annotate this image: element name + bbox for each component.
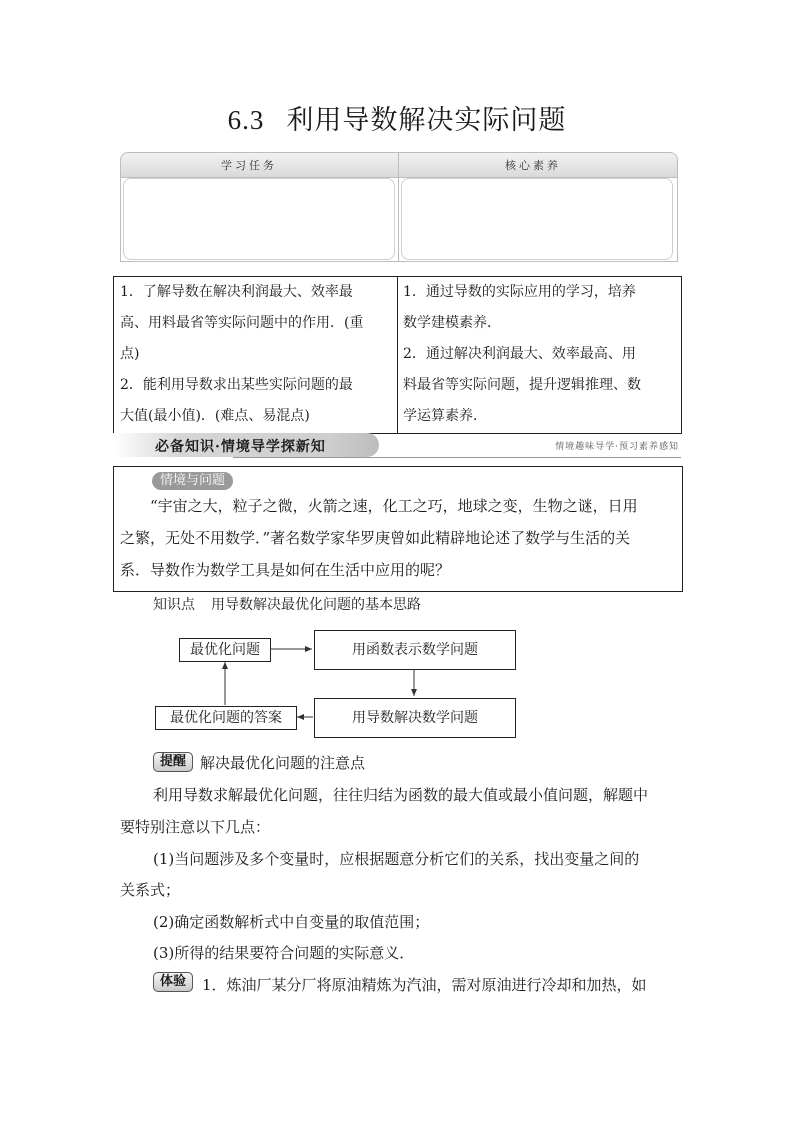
reminder-item-2: (2)确定函数解析式中自变量的取值范围；	[153, 913, 430, 931]
reminder-intro-line: 利用导数求解最优化问题，往往归结为函数的最大值或最小值问题，解题中	[153, 786, 649, 804]
section-title: 利用导数解决实际问题	[286, 105, 567, 136]
banner-subtitle: 情境趣味导学·预习素养感知	[555, 442, 679, 452]
flow-answer: 最优化问题的答案	[155, 706, 297, 730]
knowledge-point-text: 用导数解决最优化问题的基本思路	[211, 597, 421, 613]
reminder-item-1-cont: 关系式；	[120, 881, 181, 899]
situation-line: “宇宙之大，粒子之微，火箭之速，化工之巧，地球之变，生物之谜，日用	[150, 497, 638, 515]
literacy-line: 学运算素养．	[403, 408, 487, 424]
flow-function-problem: 用函数表示数学问题	[314, 630, 516, 670]
reminder-intro-line: 要特别注意以下几点：	[120, 818, 271, 836]
banner-title: 必备知识·情境导学探新知	[155, 439, 326, 455]
situation-line: 系．导数作为数学工具是如何在生活中应用的呢？	[120, 561, 451, 579]
experience-text: 1．炼油厂某分厂将原油精炼为汽油，需对原油进行冷却和加热，如	[202, 976, 647, 994]
task-line: 点)	[120, 346, 140, 362]
literacy-line: 数学建模素养．	[403, 315, 501, 331]
task-line: 大值(最小值)．(难点、易混点)	[120, 408, 310, 424]
literacy-line: 2．通过解决利润最大、效率最高、用	[403, 346, 636, 362]
experience-tag: 体验	[153, 972, 193, 992]
reminder-item-1: (1)当问题涉及多个变量时，应根据题意分析它们的关系，找出变量之间的	[153, 850, 640, 868]
task-line: 2．能利用导数求出某些实际问题的最	[120, 377, 353, 393]
knowledge-point-label: 知识点	[153, 597, 195, 613]
situation-line: 之繁，无处不用数学．”著名数学家华罗庚曾如此精辟地论述了数学与生活的关	[120, 529, 631, 547]
learning-tasks-label: 学习任务	[221, 159, 277, 172]
reminder-tag: 提醒	[153, 752, 193, 772]
literacy-line: 1．通过导数的实际应用的学习，培养	[403, 284, 636, 300]
reminder-item-3: (3)所得的结果要符合问题的实际意义．	[153, 944, 415, 962]
reminder-heading: 解决最优化问题的注意点	[200, 754, 366, 772]
task-line: 高、用料最省等实际问题中的作用．(重	[120, 315, 364, 331]
literacy-line: 料最省等实际问题，提升逻辑推理、数	[403, 377, 641, 393]
flow-derivative-solve: 用导数解决数学问题	[314, 698, 516, 738]
task-line: 1．了解导数在解决利润最大、效率最	[120, 284, 353, 300]
flow-optimization-problem: 最优化问题	[179, 638, 271, 662]
core-literacy-label: 核心素养	[505, 159, 561, 172]
section-number: 6.3	[227, 105, 265, 135]
situation-tag: 情境与问题	[152, 472, 233, 490]
